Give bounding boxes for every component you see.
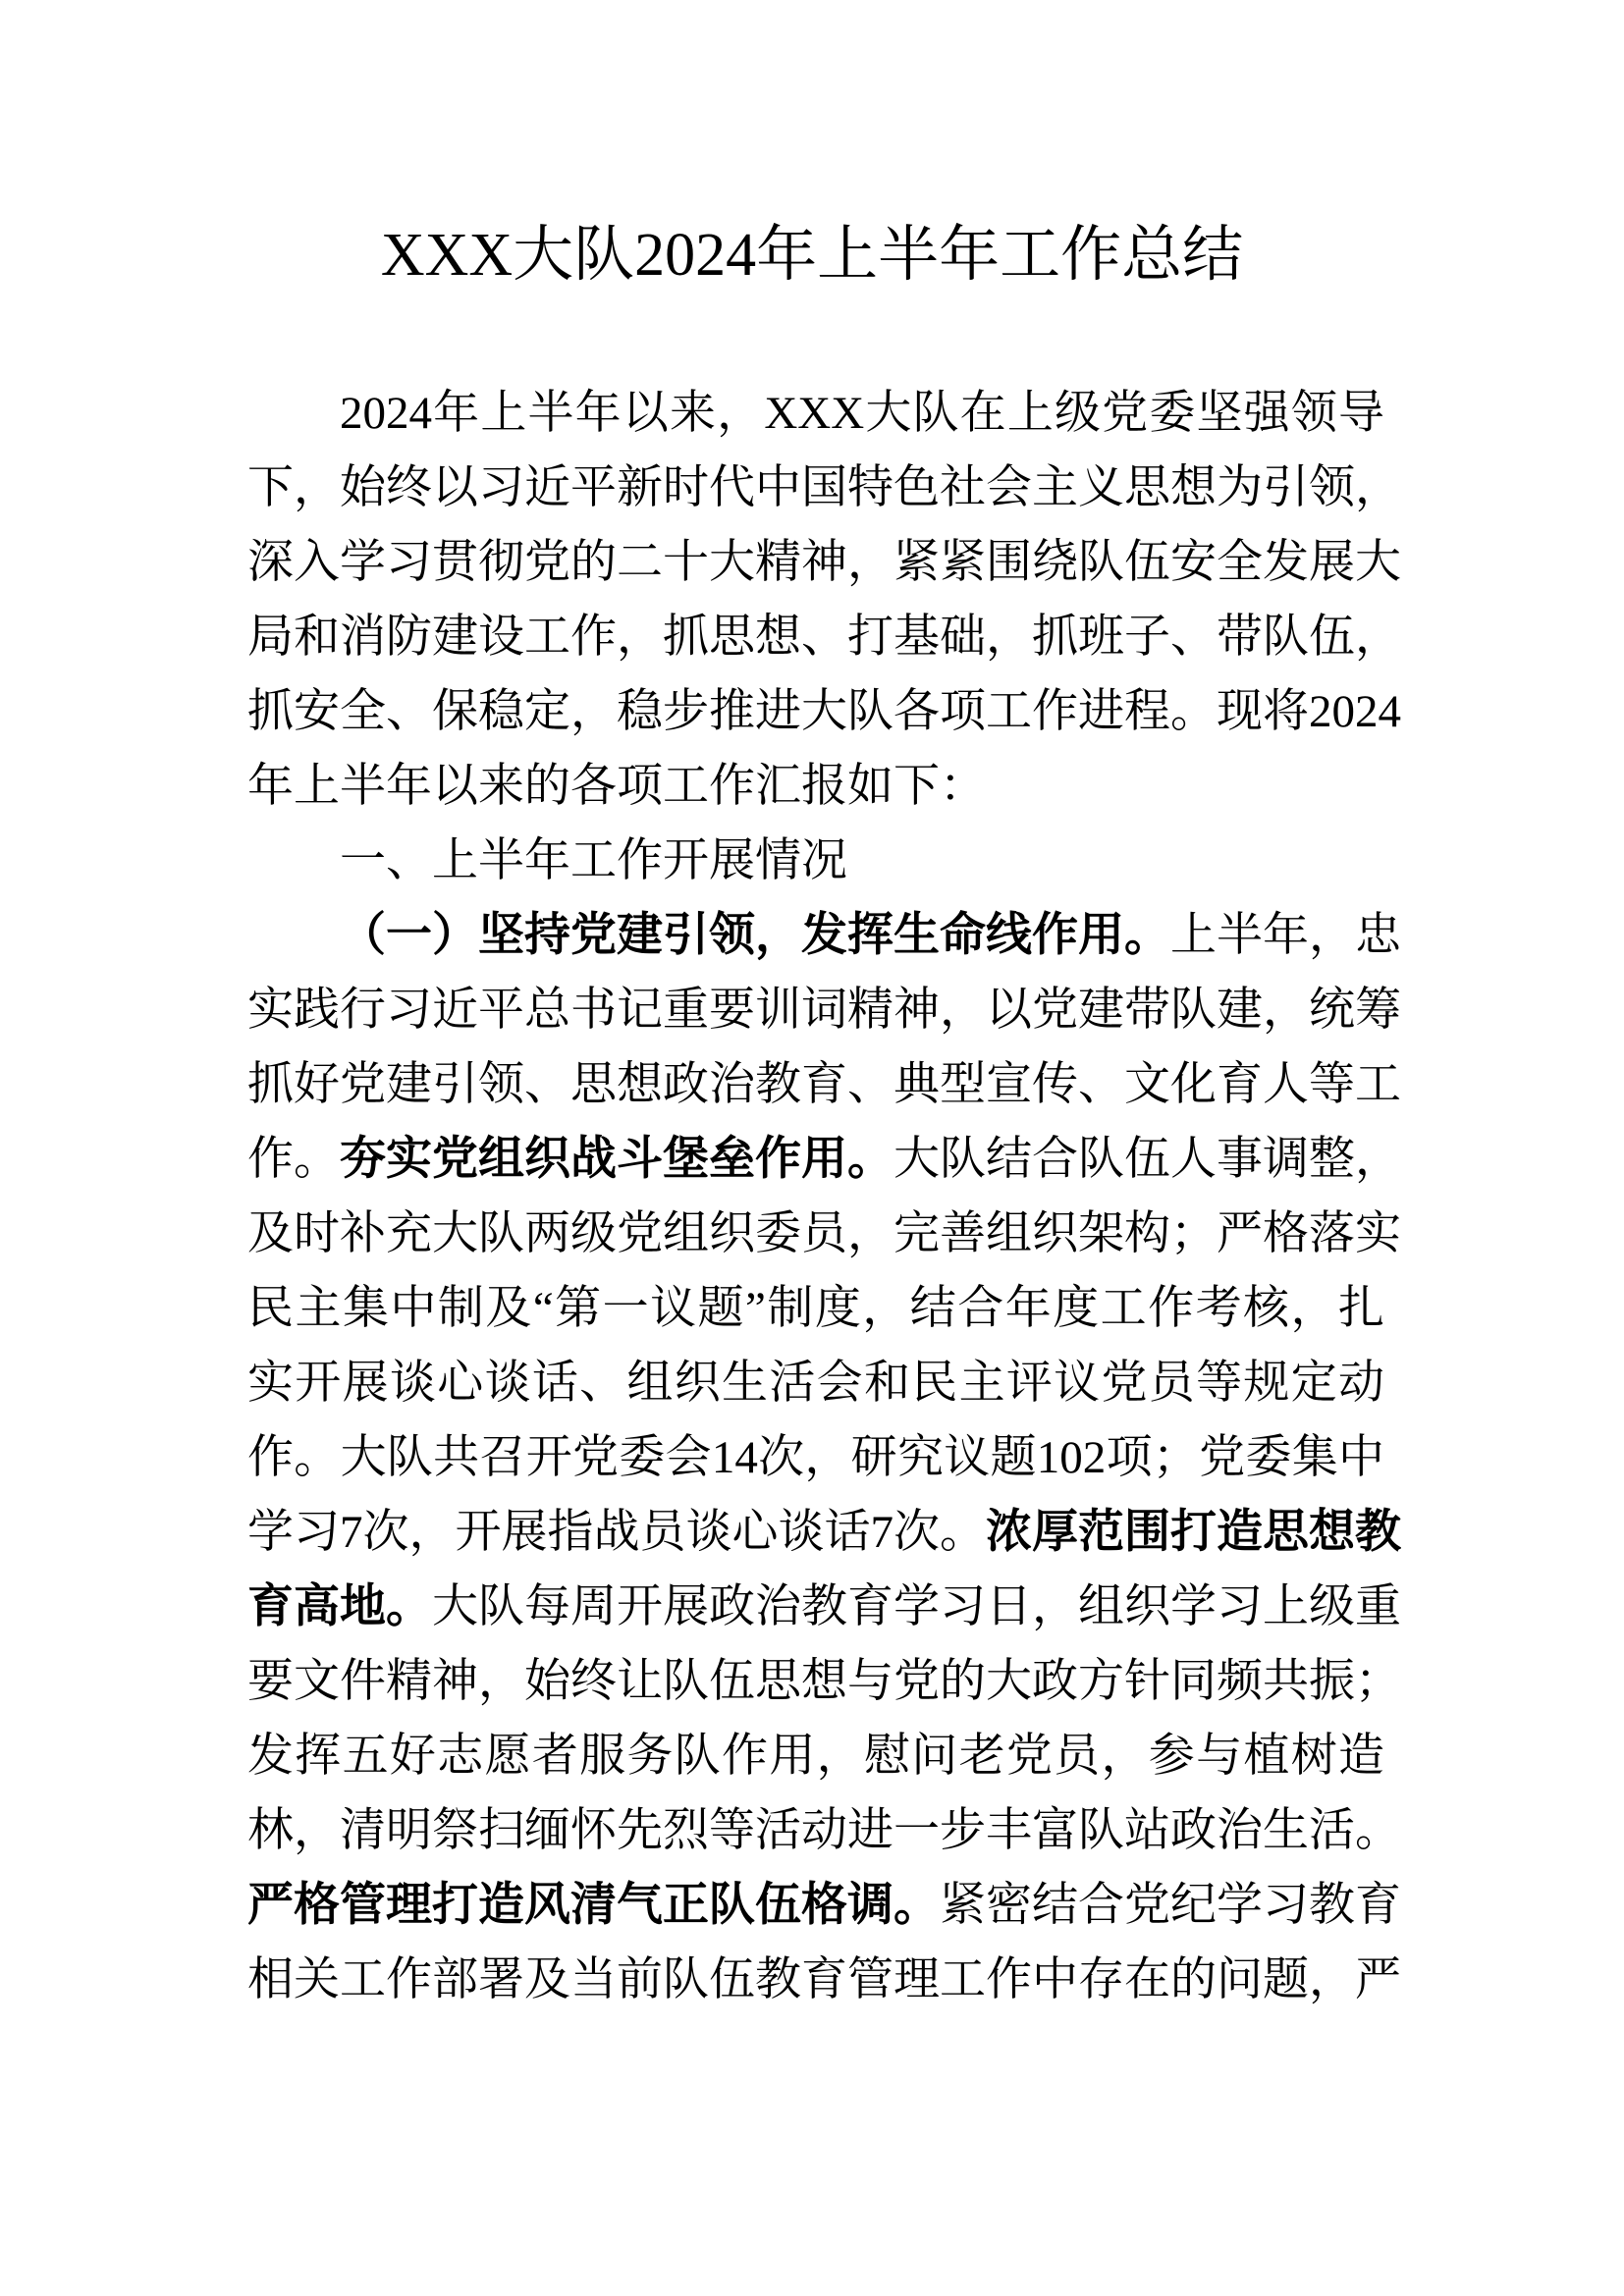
- bold-heading-text: 夯实党组织战斗堡垒作用。: [340, 1132, 893, 1186]
- text-line: [247, 1719, 1384, 1793]
- body-text: 民主集中制及“第一议题”制度，结合年度工作考核，扎: [247, 1283, 1384, 1334]
- text-line: [247, 898, 1401, 973]
- text-line: [247, 1346, 1384, 1420]
- text-line: [247, 1197, 1401, 1271]
- text-line: [247, 1943, 1401, 2017]
- body-text: 2024年上半年以来，XXX大队在上级党委坚强领导: [340, 388, 1384, 439]
- body-text: 作。: [247, 1134, 340, 1185]
- body-text: 局和消防建设工作，抓思想、打基础，抓班子、带队伍，: [247, 612, 1401, 663]
- text-line: [247, 1793, 1401, 1868]
- bold-heading-text: （一）坚持党建引领，发挥生命线作用。: [340, 908, 1170, 962]
- text-line: [247, 451, 1401, 525]
- body-text: 林，清明祭扫缅怀先烈等活动进一步丰富队站政治生活。: [247, 1805, 1401, 1856]
- body-text: 下，始终以习近平新时代中国特色社会主义思想为引领，: [247, 462, 1401, 513]
- body-text: 抓安全、保稳定，稳步推进大队各项工作进程。现将2024: [247, 686, 1401, 737]
- body-text: 作。大队共召开党委会14次，研究议题102项；党委集中: [247, 1432, 1384, 1483]
- body-text: 相关工作部署及当前队伍教育管理工作中存在的问题，严: [247, 1954, 1401, 2005]
- text-line: [247, 1271, 1384, 1346]
- text-line: [247, 973, 1401, 1047]
- document-title: XXX大队2024年上半年工作总结: [380, 222, 1244, 289]
- text-line: [247, 525, 1401, 600]
- text-line: [247, 1122, 1401, 1197]
- text-line: [247, 1644, 1401, 1719]
- body-text: 实开展谈心谈话、组织生活会和民主评议党员等规定动: [247, 1358, 1384, 1409]
- text-line: [247, 376, 1384, 451]
- bold-heading-text: 严格管理打造风清气正队伍格调。: [247, 1878, 940, 1932]
- body-text: 深入学习贯彻党的二十大精神，紧紧围绕队伍安全发展大: [247, 537, 1401, 588]
- body-text: 大队结合队伍人事调整，: [893, 1134, 1401, 1185]
- text-line: [247, 1495, 1401, 1570]
- body-text: 要文件精神，始终让队伍思想与党的大政方针同频共振；: [247, 1656, 1401, 1707]
- text-line: [247, 1868, 1401, 1943]
- body-text: 发挥五好志愿者服务队作用，慰问老党员，参与植树造: [247, 1731, 1384, 1782]
- text-line: [247, 1570, 1401, 1644]
- body-text: 紧密结合党纪学习教育: [940, 1880, 1401, 1931]
- body-text: 上半年，忠: [1170, 910, 1401, 961]
- body-text: 年上半年以来的各项工作汇报如下：: [247, 761, 986, 812]
- text-line: [247, 674, 1401, 749]
- body-text: 一、上半年工作开展情况: [340, 835, 847, 886]
- bold-heading-text: 浓厚范围打造思想教: [986, 1505, 1401, 1559]
- text-line: [247, 1420, 1384, 1495]
- text-line: [247, 1047, 1401, 1122]
- text-line: [247, 600, 1401, 674]
- body-text: 学习7次，开展指战员谈心谈话7次。: [247, 1507, 986, 1558]
- body-text: 及时补充大队两级党组织委员，完善组织架构；严格落实: [247, 1208, 1401, 1259]
- body-text: 抓好党建引领、思想政治教育、典型宣传、文化育人等工: [247, 1059, 1401, 1110]
- document-body: [247, 376, 1401, 2017]
- body-text: 实践行习近平总书记重要训词精神，以党建带队建，统筹: [247, 985, 1401, 1036]
- bold-heading-text: 育高地。: [247, 1579, 432, 1633]
- text-line: [247, 749, 1384, 824]
- text-line: [247, 824, 1384, 898]
- body-text: 大队每周开展政治教育学习日，组织学习上级重: [432, 1581, 1401, 1632]
